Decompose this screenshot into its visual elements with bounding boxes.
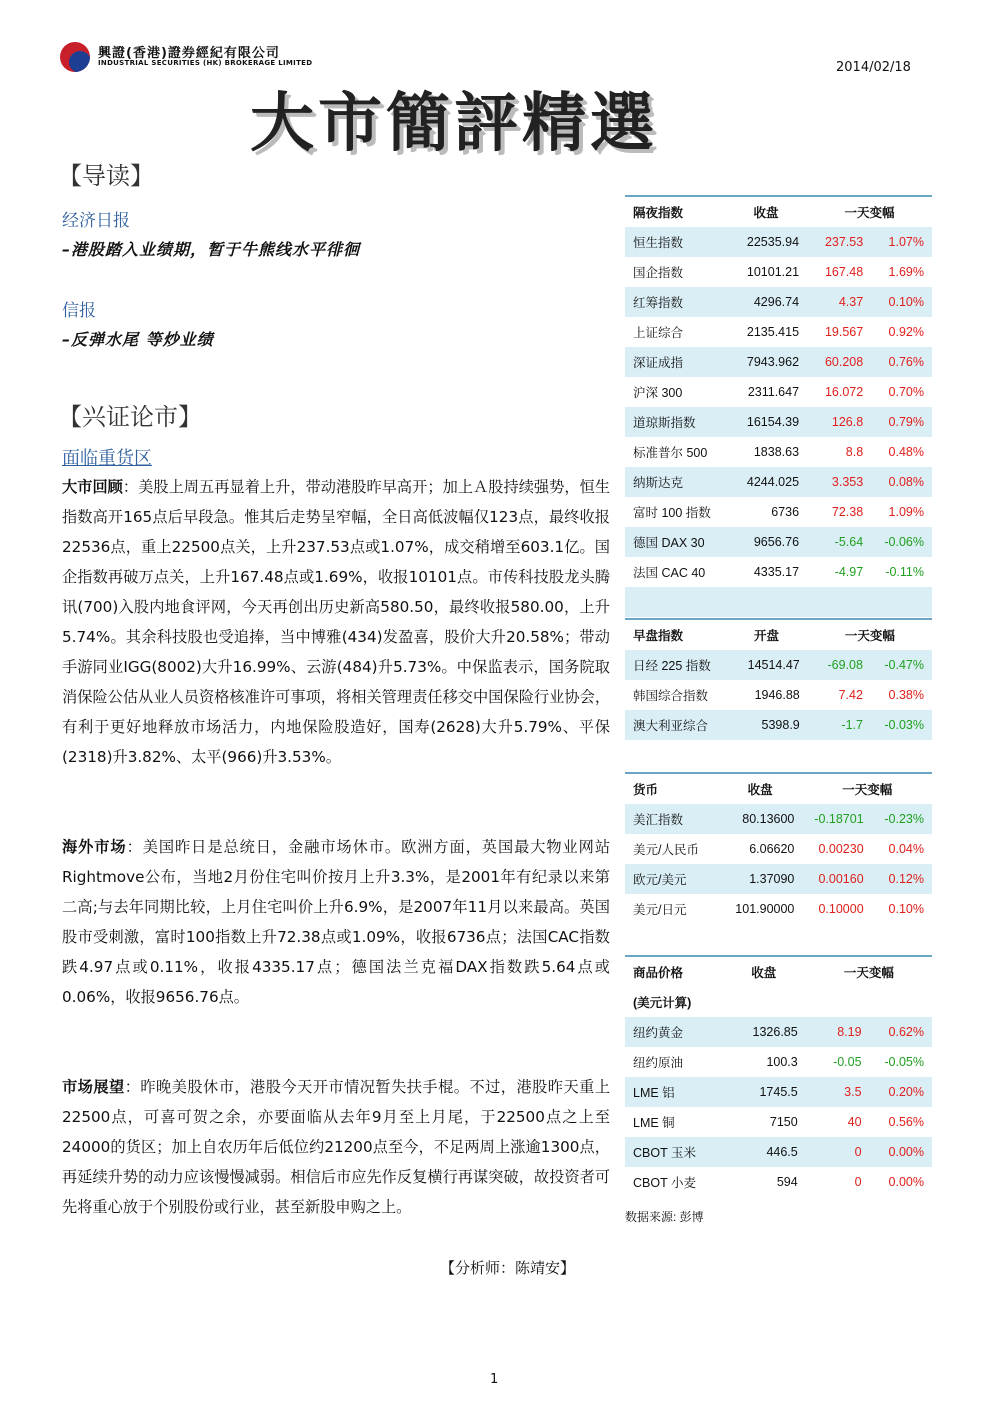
company-name-cn: 興證(香港)證券經紀有限公司	[98, 46, 280, 61]
close-cell: 1.37090	[718, 864, 803, 894]
pct-cell: 0.10%	[871, 287, 932, 317]
name-cell: 美元/日元	[633, 903, 687, 917]
pct-cell: 0.48%	[888, 445, 924, 459]
market-outlook-paragraph	[62, 1072, 610, 1222]
pct-cell: -0.11%	[885, 565, 924, 579]
name-cell: 纽约黄金	[625, 1017, 722, 1047]
name-cell: 红筹指数	[625, 287, 725, 317]
change-cell: 4.37	[807, 287, 871, 317]
change-cell: 72.38	[831, 505, 864, 519]
table-row	[625, 1077, 932, 1107]
header-cell: 隔夜指数	[625, 196, 725, 227]
report-date: 2014/02/18	[836, 60, 911, 75]
table-row	[625, 1017, 932, 1047]
table-row	[625, 864, 932, 894]
close-cell: 80.13600	[718, 804, 803, 834]
close-cell: 4335.17	[753, 565, 800, 579]
close-cell: 4296.74	[725, 287, 807, 317]
table-row	[625, 1137, 932, 1167]
section-text: ：昨晚美股休市，港股今天开市情况暂失扶手棍。不过，港股昨天重上22500点，可喜可贺之余，亦要面临从去年9月至上月尾，于22500点之上至24000的货区；加上自农历年后低位约21200点至今，不足两周上涨逾1300点，再延续升势的动力应该慢慢减弱。相信后市应先作反复横行再谋突破，故投资者可先将重心放于个别股份或行业，甚至新股申购之上。	[62, 1078, 611, 1216]
table-row	[625, 650, 932, 680]
header-cell: 收盘	[718, 773, 803, 804]
close-cell: 2311.647	[747, 385, 800, 399]
table-row	[625, 1107, 932, 1137]
company-logo	[60, 40, 360, 74]
table-row	[625, 527, 932, 557]
intro-headline-1: –港股踏入业绩期，暂于牛熊线水平徘徊	[62, 240, 361, 259]
close-cell: 1745.5	[722, 1077, 806, 1107]
overnight-index-table	[625, 195, 932, 617]
name-cell: 日经 225 指数	[625, 650, 725, 680]
table-row	[625, 377, 932, 407]
change-cell: 3.353	[807, 467, 871, 497]
change-cell: 0.10000	[818, 902, 864, 916]
table-row	[625, 437, 932, 467]
name-cell: 德国 DAX 30	[625, 527, 725, 557]
table-row	[625, 497, 932, 527]
name-cell: 深证成指	[625, 347, 725, 377]
name-cell: 纽约原油	[633, 1056, 684, 1070]
close-cell: 16154.39	[725, 407, 807, 437]
close-cell: 22535.94	[725, 227, 807, 257]
table-row	[625, 227, 932, 257]
analyst-credit: 【分析师：陈靖安】	[440, 1259, 576, 1277]
change-cell: 8.8	[845, 445, 864, 459]
change-cell: 0	[854, 1175, 862, 1189]
market-review-paragraph	[62, 472, 610, 772]
pct-cell: -0.47%	[871, 650, 932, 680]
table-row	[625, 1047, 932, 1077]
name-cell: 沪深 300	[633, 386, 683, 400]
pct-cell: 0.92%	[888, 325, 924, 339]
table-header-row	[625, 619, 932, 650]
pct-cell: -0.06%	[871, 527, 932, 557]
table-row	[625, 710, 932, 740]
name-cell: CBOT 小麦	[633, 1176, 696, 1190]
pct-cell: 0.38%	[888, 688, 924, 702]
data-source-note: 数据来源: 彭博	[625, 1210, 704, 1224]
logo-icon	[60, 42, 90, 72]
morning-rows	[625, 650, 932, 740]
close-cell: 9656.76	[725, 527, 807, 557]
close-cell: 100.3	[766, 1055, 798, 1069]
header-cell: 商品价格	[625, 956, 722, 987]
pct-cell: 0.62%	[870, 1017, 932, 1047]
section-text: ：美国昨日是总统日，金融市场休市。欧洲方面，英国最大物业网站Rightmove公布，当地2月份住宅叫价按月上升3.3%，是2001年有纪录以来第二高;与去年同期比较，上月住宅叫价上升6.9%，是2007年11月以来最高。英国股市受刺激，富时100指数上升72.38点或1.09%，收报6736点；法国CAC指数跌4.97点或0.11%，收报4335.17点；德国法兰克福DAX指数跌5.64点或0.06%，收报9656.76点。	[62, 838, 611, 1006]
table-subheader-row	[625, 987, 932, 1017]
table-row	[625, 287, 932, 317]
header-cell: 开盘	[725, 619, 808, 650]
table-row	[625, 894, 932, 924]
close-cell: 7943.962	[725, 347, 807, 377]
table-row	[625, 557, 932, 587]
section-label: 海外市场	[62, 838, 127, 856]
pct-cell: -0.23%	[872, 804, 932, 834]
pct-cell: 0.10%	[888, 902, 924, 916]
intro-headline-2: –反弹水尾 等炒业绩	[62, 330, 214, 349]
pct-cell: 1.09%	[888, 505, 924, 519]
close-cell: 4244.025	[725, 467, 807, 497]
change-cell: 167.48	[824, 265, 864, 279]
commentary-heading: 【兴证论市】	[58, 403, 202, 431]
change-cell: 40	[847, 1115, 862, 1129]
header-cell: 收盘	[725, 196, 807, 227]
commodity-table	[625, 955, 932, 1197]
table-header-row	[625, 196, 932, 227]
name-cell: 标准普尔 500	[633, 446, 708, 460]
pct-cell: 0.79%	[871, 407, 932, 437]
header-cell: 一天变幅	[807, 196, 932, 227]
pct-cell: 0.12%	[872, 864, 932, 894]
change-cell: 8.19	[806, 1017, 870, 1047]
name-cell: 富时 100 指数	[633, 506, 711, 520]
table-row	[625, 467, 932, 497]
table-header-row	[625, 773, 932, 804]
pct-cell: 0.56%	[888, 1115, 924, 1129]
close-cell: 101.90000	[735, 902, 795, 916]
change-cell: -4.97	[834, 565, 864, 579]
table-row	[625, 680, 932, 710]
pct-cell: -0.03%	[871, 710, 932, 740]
header-cell: 一天变幅	[806, 956, 932, 987]
close-cell: 6736	[771, 505, 800, 519]
change-cell: 0.00160	[802, 864, 871, 894]
close-cell: 1838.63	[753, 445, 800, 459]
name-cell: 国企指数	[633, 266, 684, 280]
page-title: 大市簡評精選	[250, 87, 658, 161]
table-header-row	[625, 956, 932, 987]
change-cell: -5.64	[807, 527, 871, 557]
close-cell: 14514.47	[725, 650, 808, 680]
name-cell: 澳大利亚综合	[625, 710, 725, 740]
pct-cell: 0.00%	[888, 1175, 924, 1189]
pct-cell: 0.20%	[870, 1077, 932, 1107]
spacer-row	[625, 587, 932, 617]
pct-cell: 0.08%	[871, 467, 932, 497]
pct-cell: 1.69%	[888, 265, 924, 279]
header-cell: 一天变幅	[808, 619, 932, 650]
name-cell: 韩国综合指数	[633, 689, 709, 703]
name-cell: 上证综合	[633, 326, 684, 340]
name-cell: 美元/人民币	[633, 843, 699, 857]
header-cell: 一天变幅	[802, 773, 932, 804]
table-row	[625, 804, 932, 834]
commodity-rows	[625, 1017, 932, 1197]
table-row	[625, 1167, 932, 1197]
change-cell: 3.5	[806, 1077, 870, 1107]
pct-cell: 0.76%	[871, 347, 932, 377]
overseas-market-paragraph	[62, 832, 610, 1012]
pct-cell: -0.05%	[884, 1055, 924, 1069]
close-cell: 5398.9	[725, 710, 808, 740]
page-number: 1	[490, 1372, 499, 1387]
section-label: 大市回顾	[62, 478, 123, 496]
pct-cell: 1.07%	[871, 227, 932, 257]
change-cell: 237.53	[807, 227, 871, 257]
name-cell: 法国 CAC 40	[633, 566, 706, 580]
name-cell: 恒生指数	[625, 227, 725, 257]
morning-index-table	[625, 618, 932, 740]
close-cell: 6.06620	[749, 842, 795, 856]
intro-heading: 【导读】	[58, 162, 154, 190]
close-cell: 446.5	[722, 1137, 806, 1167]
name-cell: 欧元/美元	[625, 864, 718, 894]
change-cell: -0.05	[833, 1055, 862, 1069]
change-cell: -69.08	[808, 650, 871, 680]
intro-source-2: 信报	[62, 301, 96, 321]
pct-cell: 0.70%	[888, 385, 924, 399]
change-cell: 60.208	[807, 347, 871, 377]
close-cell: 2135.415	[746, 325, 800, 339]
overnight-rows	[625, 227, 932, 587]
company-name-en: INDUSTRIAL SECURITIES (HK) BROKERAGE LIMITED	[98, 59, 313, 67]
change-cell: 16.072	[824, 385, 864, 399]
table-row	[625, 407, 932, 437]
change-cell: 0	[806, 1137, 870, 1167]
name-cell: 美汇指数	[625, 804, 718, 834]
close-cell: 1946.88	[754, 688, 800, 702]
header-cell: 收盘	[722, 956, 806, 987]
close-cell: 7150	[769, 1115, 798, 1129]
name-cell: LME 铜	[633, 1116, 675, 1130]
change-cell: 126.8	[807, 407, 871, 437]
table-row	[625, 317, 932, 347]
table-row	[625, 257, 932, 287]
name-cell: CBOT 玉米	[625, 1137, 722, 1167]
intro-source-1: 经济日报	[62, 211, 130, 231]
header-cell: 早盘指数	[625, 619, 725, 650]
name-cell: 纳斯达克	[625, 467, 725, 497]
currency-rows	[625, 804, 932, 924]
change-cell: 0.00230	[818, 842, 864, 856]
change-cell: -0.18701	[802, 804, 871, 834]
section-label: 市场展望	[62, 1078, 125, 1096]
table-row	[625, 834, 932, 864]
table-row	[625, 347, 932, 377]
pct-cell: 0.00%	[870, 1137, 932, 1167]
name-cell: 道琼斯指数	[625, 407, 725, 437]
change-cell: 19.567	[824, 325, 864, 339]
change-cell: 7.42	[838, 688, 863, 702]
header-cell: 货币	[625, 773, 718, 804]
change-cell: -1.7	[808, 710, 871, 740]
currency-table	[625, 772, 932, 924]
close-cell: 594	[776, 1175, 798, 1189]
close-cell: 10101.21	[746, 265, 800, 279]
name-cell: LME 铝	[625, 1077, 722, 1107]
commentary-topic: 面临重货区	[62, 448, 152, 469]
subheader-cell: (美元计算)	[633, 996, 692, 1010]
pct-cell: 0.04%	[888, 842, 924, 856]
section-text: ：美股上周五再显着上升，带动港股昨早高开；加上Ａ股持续强势，恒生指数高开165点后早段急。惟其后走势呈窄幅，全日高低波幅仅123点，最终收报22536点，重上22500点关，上升237.53点或1.07%，成交稍增至603.1亿。国企指数再破万点关，上升167.48点或1.69%，收报10101点。市传科技股龙头腾讯(700)入股内地食评网，今天再创出历史新高580.50，最终收报580.00，上升5.74%。其余科技股也受追捧，当中博雅(434)发盈喜，股价大升20.58%；带动手游同业IGG(8002)大升16.99%、云游(484)升5.73%。中保监表示，国务院取消保险公估从业人员资格核准许可事项，将相关管理责任移交中国保险行业协会，有利于更好地释放市场活力，内地保险股造好，国寿(2628)大升5.79%、平保(2318)升3.82%、太平(966)升3.53%。	[62, 478, 611, 766]
close-cell: 1326.85	[722, 1017, 806, 1047]
